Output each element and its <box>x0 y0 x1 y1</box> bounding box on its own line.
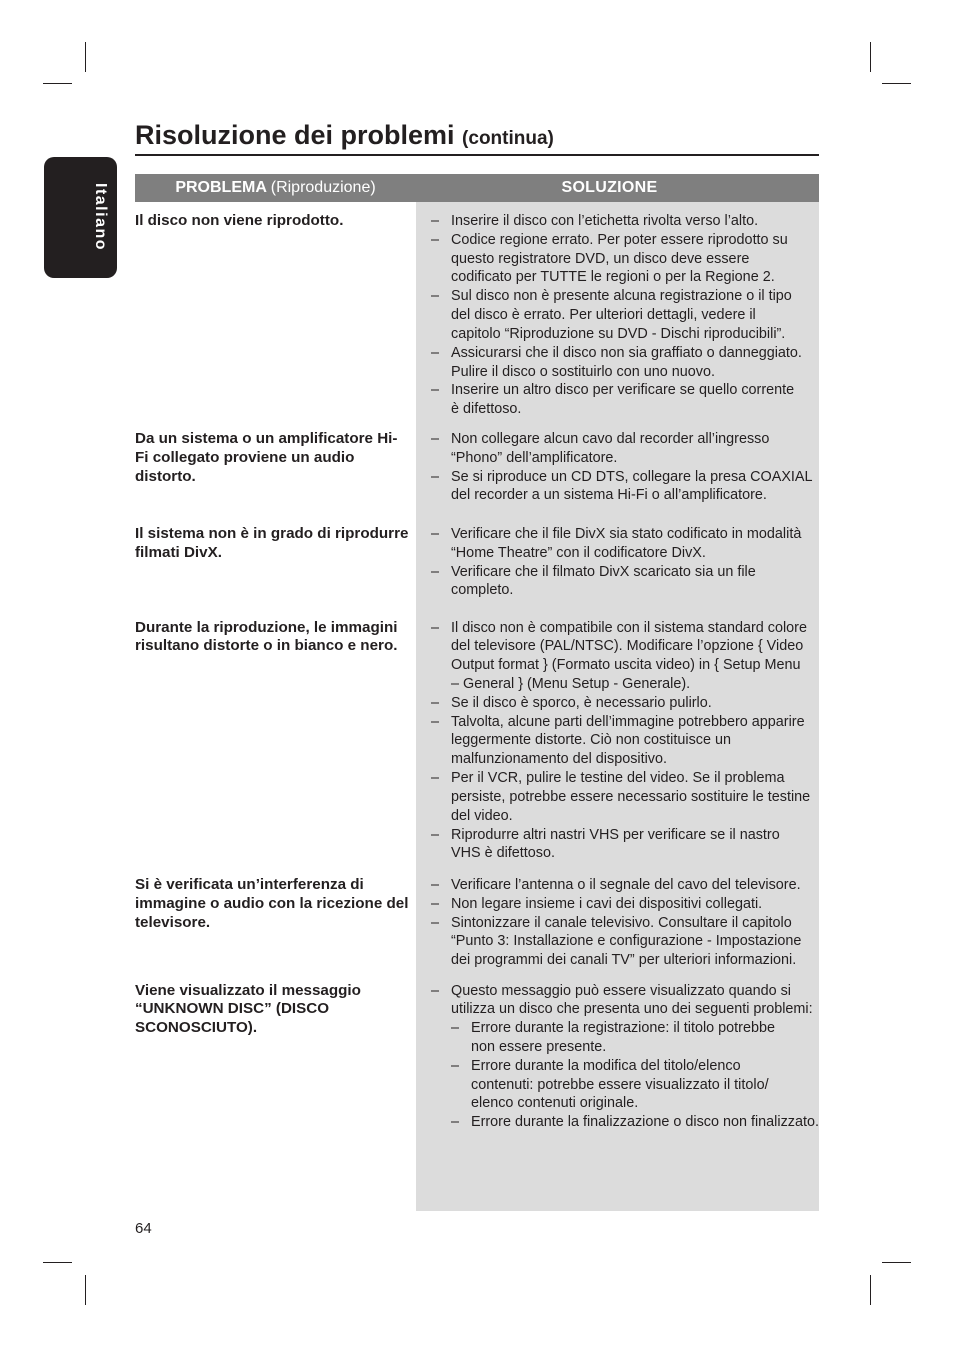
page-number: 64 <box>135 1220 152 1237</box>
solution-text-line: codificato per TUTTE le regioni o per la Regione 2. <box>451 269 775 286</box>
solution-text-line: Sintonizzare il canale televisivo. Consultare il capitolo <box>451 914 792 931</box>
solution-text-line: Verificare che il file DivX sia stato codificato in modalità <box>451 526 802 542</box>
solution-cell <box>416 430 813 505</box>
list-marker: – <box>431 231 440 248</box>
list-marker: – <box>451 1020 460 1037</box>
solution-item <box>416 895 801 914</box>
solution-text-line: Errore durante la modifica del titolo/elenco <box>471 1057 741 1074</box>
solution-subitem <box>451 1113 819 1132</box>
solution-item <box>416 381 802 419</box>
page-title-text: Risoluzione dei problemi <box>135 120 455 150</box>
language-side-tab <box>44 157 117 278</box>
problem-column-header <box>135 174 416 202</box>
solution-item <box>416 694 810 713</box>
solution-text-line: capitolo “Riproduzione su DVD - Dischi riproducibili”. <box>451 325 786 342</box>
solution-cell <box>416 525 801 600</box>
solution-text-line: Inserire un altro disco per verificare se quello corrente <box>451 382 795 399</box>
crop-mark-bottom-left-horizontal <box>43 1262 72 1263</box>
solution-subitem <box>451 1057 819 1113</box>
solution-text-line: leggermente distorte. Ciò non costituisce un <box>451 732 731 749</box>
solution-text-line: Inserire il disco con l’etichetta rivolta verso l’alto. <box>451 213 759 229</box>
solution-text-line: Verificare che il filmato DivX scaricato sia un file <box>451 563 756 580</box>
crop-mark-bottom-right-vertical <box>870 1275 871 1305</box>
solution-text-line: Verificare l’antenna o il segnale del cavo del televisore. <box>451 877 801 893</box>
crop-mark-top-right-horizontal <box>882 83 911 84</box>
solution-text-line: Sul disco non è presente alcuna registrazione o il tipo <box>451 288 792 305</box>
solution-text-line: Per il VCR, pulire le testine del video. Se il problema <box>451 770 785 787</box>
solution-text-line: “Home Theatre” con il codificatore DivX. <box>451 544 706 561</box>
solution-text-line: del televisore (PAL/NTSC). Modificare l’opzione { Video <box>451 638 804 655</box>
solution-text-line: – General } (Menu Setup - Generale). <box>451 675 691 692</box>
solution-item <box>416 231 802 287</box>
solution-item <box>416 468 813 506</box>
problem-cell <box>135 619 397 657</box>
solution-text-line: Pulire il disco o sostituirlo con uno nuovo. <box>451 363 715 380</box>
solution-text-line: Non collegare alcun cavo dal recorder all’ingresso <box>451 431 770 447</box>
solution-item <box>416 619 810 694</box>
solution-text-line: Riprodurre altri nastri VHS per verificare se il nastro <box>451 826 780 843</box>
list-marker: – <box>431 563 440 580</box>
solution-text-line: contenuti: potrebbe essere visualizzato il titolo/ <box>471 1076 769 1093</box>
crop-mark-bottom-right-horizontal <box>882 1262 911 1263</box>
problem-cell <box>135 982 361 1038</box>
list-marker: – <box>431 914 440 931</box>
solution-text-line: non essere presente. <box>471 1038 607 1055</box>
problem-text-line: Si è verificata un’interferenza di <box>135 876 364 893</box>
list-marker: – <box>431 826 440 843</box>
problem-text-line: televisore. <box>135 913 211 931</box>
solution-text-line: dei programmi dei canali TV” per ulteriori informazioni. <box>451 952 797 969</box>
solution-text-line: Questo messaggio può essere visualizzato quando si <box>451 982 791 999</box>
solution-text-line: questo registratore DVD, un disco deve essere <box>451 250 750 267</box>
solution-item <box>416 876 801 895</box>
problem-cell <box>135 430 397 486</box>
crop-mark-top-left-horizontal <box>43 83 72 84</box>
list-marker: – <box>431 694 440 711</box>
list-marker: – <box>431 288 440 305</box>
list-marker: – <box>431 344 440 361</box>
solution-text-line: elenco contenuti originale. <box>471 1095 639 1112</box>
solution-item <box>416 525 801 563</box>
list-marker: – <box>431 982 440 999</box>
problem-text-line: “UNKNOWN DISC” (DISCO <box>135 1000 330 1018</box>
solution-cell <box>416 619 810 864</box>
language-side-tab-label: Italiano <box>92 183 109 252</box>
list-marker: – <box>431 895 440 912</box>
problem-text-line: filmati DivX. <box>135 543 222 561</box>
solution-text-line: è difettoso. <box>451 401 522 418</box>
problem-cell <box>135 212 343 231</box>
list-marker: – <box>431 877 440 893</box>
solution-text-line: del recorder a un sistema Hi-Fi o all’amplificatore. <box>451 487 767 504</box>
page-title <box>135 119 554 155</box>
solution-text-line: malfunzionamento del dispositivo. <box>451 751 667 768</box>
solution-text-line: Se si riproduce un CD DTS, collegare la presa COAXIAL <box>451 468 813 485</box>
solution-cell <box>416 212 802 419</box>
solution-text-line: VHS è difettoso. <box>451 845 555 862</box>
solution-item <box>416 287 802 343</box>
problem-text-line: Viene visualizzato il messaggio <box>135 981 361 999</box>
list-marker: – <box>431 213 440 229</box>
list-marker: – <box>431 382 440 399</box>
problem-cell <box>135 525 408 563</box>
solution-text-line: Non legare insieme i cavi dei dispositivi collegati. <box>451 895 763 912</box>
problem-text-line: Il sistema non è in grado di riprodurre <box>135 525 409 542</box>
solution-item <box>416 563 801 601</box>
solution-text-line: “Phono” dell’amplificatore. <box>451 449 618 466</box>
solution-text-line: Errore durante la registrazione: il titolo potrebbe <box>471 1020 775 1037</box>
crop-mark-bottom-left-vertical <box>85 1275 86 1305</box>
list-marker: – <box>431 713 440 730</box>
list-marker: – <box>431 431 440 447</box>
solution-text-line: del disco è errato. Per ulteriori dettagli, vedere il <box>451 307 756 324</box>
solution-subitem <box>451 1019 819 1057</box>
solution-column-header: SOLUZIONE <box>561 179 658 196</box>
list-marker: – <box>451 1057 460 1074</box>
solution-text-line: Il disco non è compatibile con il sistema standard colore <box>451 619 807 636</box>
solution-item <box>416 826 810 864</box>
problem-column-category: (Riproduzione) <box>270 179 376 196</box>
list-marker: – <box>431 468 440 485</box>
problem-column-label: PROBLEMA <box>175 179 267 196</box>
problem-text-line: Da un sistema o un amplificatore Hi- <box>135 430 398 447</box>
solution-text-line: persiste, potrebbe essere necessario sostituire le testine <box>451 788 811 805</box>
list-marker: – <box>431 526 440 542</box>
solution-text-line: Se il disco è sporco, è necessario pulirlo. <box>451 694 712 711</box>
solution-item <box>416 982 819 1133</box>
problem-text-line: SCONOSCIUTO). <box>135 1019 258 1037</box>
problem-text-line: distorto. <box>135 467 196 485</box>
table-header <box>135 174 819 202</box>
problem-text-line: Il disco non viene riprodotto. <box>135 212 344 229</box>
solution-item <box>416 713 810 769</box>
solution-item <box>416 430 813 468</box>
solution-text-line: Assicurarsi che il disco non sia graffiato o danneggiato. <box>451 344 802 361</box>
solution-text-line: “Punto 3: Installazione e configurazione - Impostazione <box>451 933 802 950</box>
solution-text-line: Talvolta, alcune parti dell’immagine potrebbero apparire <box>451 713 805 730</box>
list-marker: – <box>431 770 440 787</box>
crop-mark-top-left-vertical <box>85 42 86 72</box>
solution-item <box>416 344 802 382</box>
problem-text-line: immagine o audio con la ricezione del <box>135 894 409 912</box>
problem-text-line: Durante la riproduzione, le immagini <box>135 618 398 636</box>
solution-item <box>416 914 801 970</box>
solution-text-line: completo. <box>451 582 514 599</box>
problem-text-line: Fi collegato proviene un audio <box>135 448 355 466</box>
solution-text-line: utilizza un disco che presenta uno dei seguenti problemi: <box>451 1001 813 1018</box>
solution-cell <box>416 876 801 970</box>
solution-text-line: Errore durante la finalizzazione o disco non finalizzato. <box>471 1114 819 1131</box>
list-marker: – <box>431 619 440 636</box>
title-rule <box>135 154 819 156</box>
problem-text-line: risultano distorte o in bianco e nero. <box>135 637 398 655</box>
solution-cell <box>416 982 819 1133</box>
solution-item <box>416 212 802 231</box>
solution-item <box>416 769 810 825</box>
solution-text-line: Codice regione errato. Per poter essere riprodotto su <box>451 231 788 248</box>
page-title-suffix: (continua) <box>462 128 554 149</box>
list-marker: – <box>451 1114 460 1131</box>
solution-text-line: del video. <box>451 807 513 824</box>
problem-cell <box>135 876 408 932</box>
crop-mark-top-right-vertical <box>870 42 871 72</box>
solution-text-line: Output format } (Formato uscita video) in { Setup Menu <box>451 657 801 674</box>
